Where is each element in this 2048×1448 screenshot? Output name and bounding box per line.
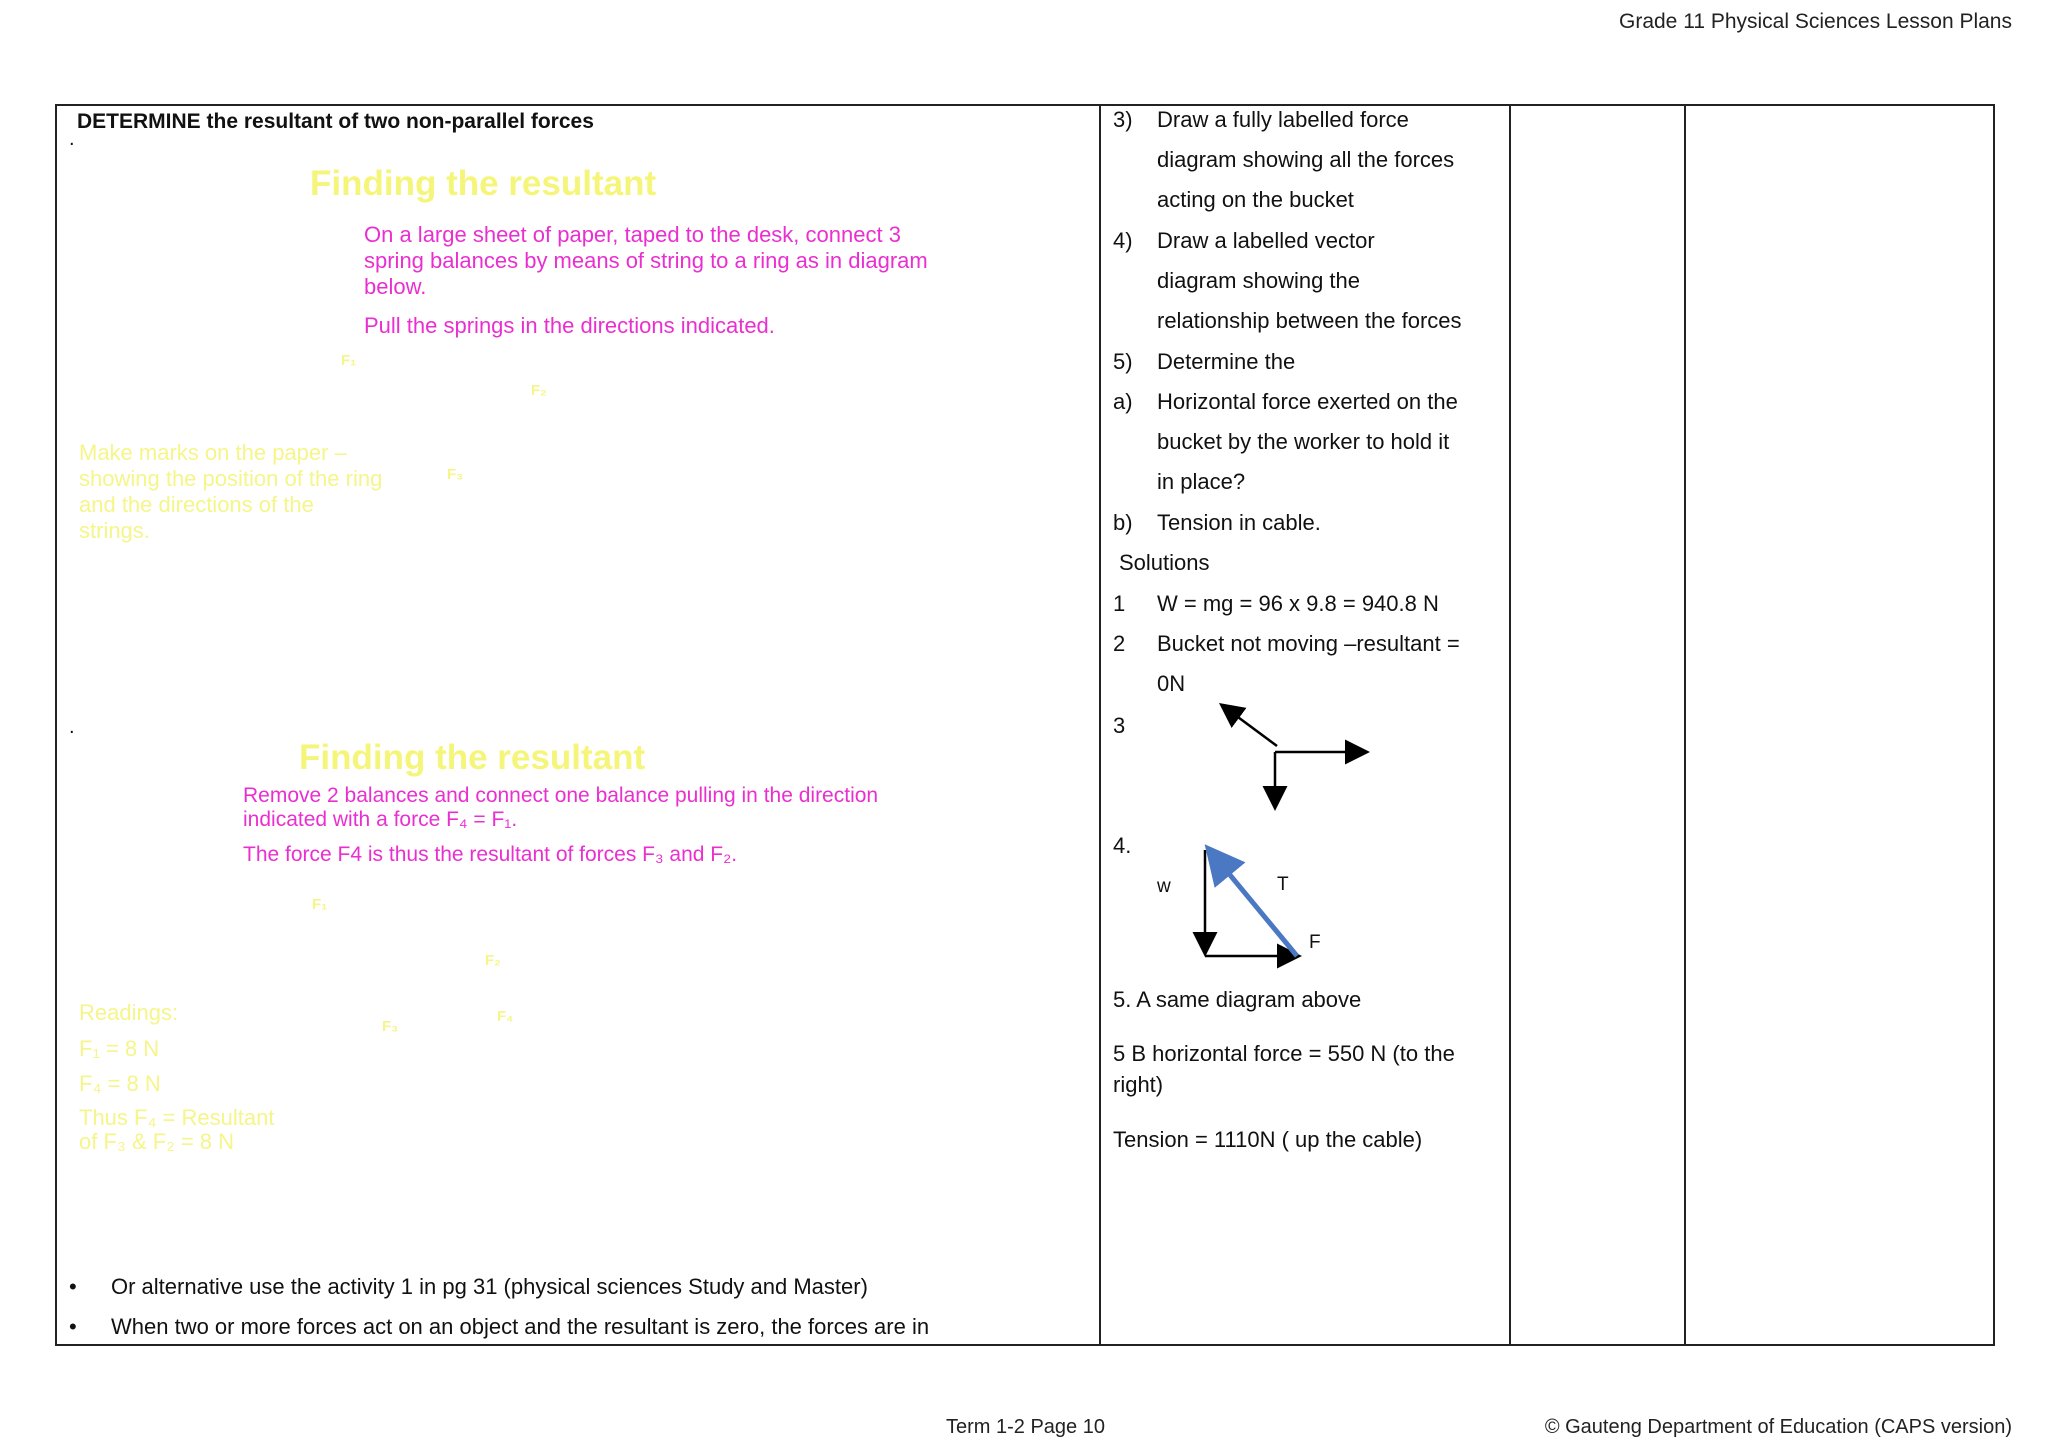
tension-arrow [1223, 706, 1277, 746]
slide-1-f3-label: F₃ [447, 466, 464, 483]
reading-f1: F₁ = 8 N [79, 1036, 160, 1061]
slide-1-note: Make marks on the paper – showing the position of the ring and the directions of the strings. [79, 440, 383, 543]
bullet-item: • When two or more forces act on an object and the resultant is zero, the forces are in [69, 1314, 930, 1339]
slide-1-f1-label: F₁ [341, 352, 357, 369]
question-4: 4) Draw a labelled vector diagram showing the relationship between the forces [1113, 228, 1462, 333]
copyright: © Gauteng Department of Education (CAPS version) [1544, 1416, 2012, 1438]
header-title: Grade 11 Physical Sciences Lesson Plans [1619, 10, 2012, 33]
solution-5: 5. A same diagram above [1113, 987, 1362, 1012]
force-diagram [1101, 106, 1507, 1348]
page-number: Term 1-2 Page 10 [946, 1416, 1105, 1438]
bullet-item: • Or alternative use the activity 1 in pg 31 (physical sciences Study and Master) [69, 1274, 868, 1299]
solution-tension: Tension = 1110N ( up the cable) [1113, 1127, 1423, 1152]
slide-1-instruction: On a large sheet of paper, taped to the desk, connect 3 spring balances by means of string to a ring as in diagram below. [364, 222, 928, 299]
slide-2-f2-label: F₂ [485, 952, 501, 969]
solution-5b: 5 B horizontal force = 550 N (to the right) [1113, 1041, 1455, 1097]
slide-2-f3-label: F₃ [382, 1018, 399, 1035]
section-heading: DETERMINE the resultant of two non-parallel forces [77, 110, 594, 133]
solution-cell [1101, 106, 1507, 1344]
question-5a: a) Horizontal force exerted on the bucket by the worker to hold it in place? [1113, 389, 1458, 494]
label-w: w [1157, 876, 1171, 897]
question-5: 5) Determine the [1113, 349, 1296, 374]
slide-1-f2-label: F₂ [531, 382, 547, 399]
slide-2-instruction: Remove 2 balances and connect one balance pulling in the direction indicated with a force F₄ = F₁. [243, 784, 879, 831]
label-f: F [1309, 932, 1321, 953]
readings-label: Readings: [79, 1000, 179, 1025]
label-t: T [1277, 874, 1289, 895]
slide-2-f1-label: F₁ [312, 896, 328, 913]
slide-2-resultant-text: The force F4 is thus the resultant of forces F₃ and F₂. [243, 843, 738, 866]
solutions-label: Solutions [1119, 550, 1210, 575]
slide-1-title: Finding the resultant [310, 164, 657, 203]
solution-1: 1 W = mg = 96 x 9.8 = 940.8 N [1113, 591, 1439, 616]
reading-f4: F₄ = 8 N [79, 1071, 161, 1096]
lesson-table [55, 104, 1995, 1346]
slide-2-f4-label: F₄ [497, 1008, 514, 1025]
slide-2-title: Finding the resultant [299, 738, 646, 777]
question-5b: b) Tension in cable. [1113, 510, 1321, 535]
marker: . [69, 716, 75, 738]
t-vector [1211, 852, 1297, 956]
column-divider [1684, 106, 1686, 1344]
readings-conclusion: Thus F₄ = Resultant of F₃ & F₂ = 8 N [79, 1105, 275, 1154]
column-divider [1509, 106, 1511, 1344]
marker: . [69, 128, 75, 150]
question-3: 3) Draw a fully labelled force diagram showing all the forces acting on the bucket [1113, 107, 1455, 212]
solution-3-number: 3 [1113, 713, 1126, 738]
solution-2: 2 Bucket not moving –resultant = 0N [1113, 631, 1460, 696]
solution-4-number: 4. [1113, 833, 1132, 858]
slide-1-pull-instruction: Pull the springs in the directions indicated. [364, 313, 775, 338]
activity-cell [57, 106, 1099, 1344]
